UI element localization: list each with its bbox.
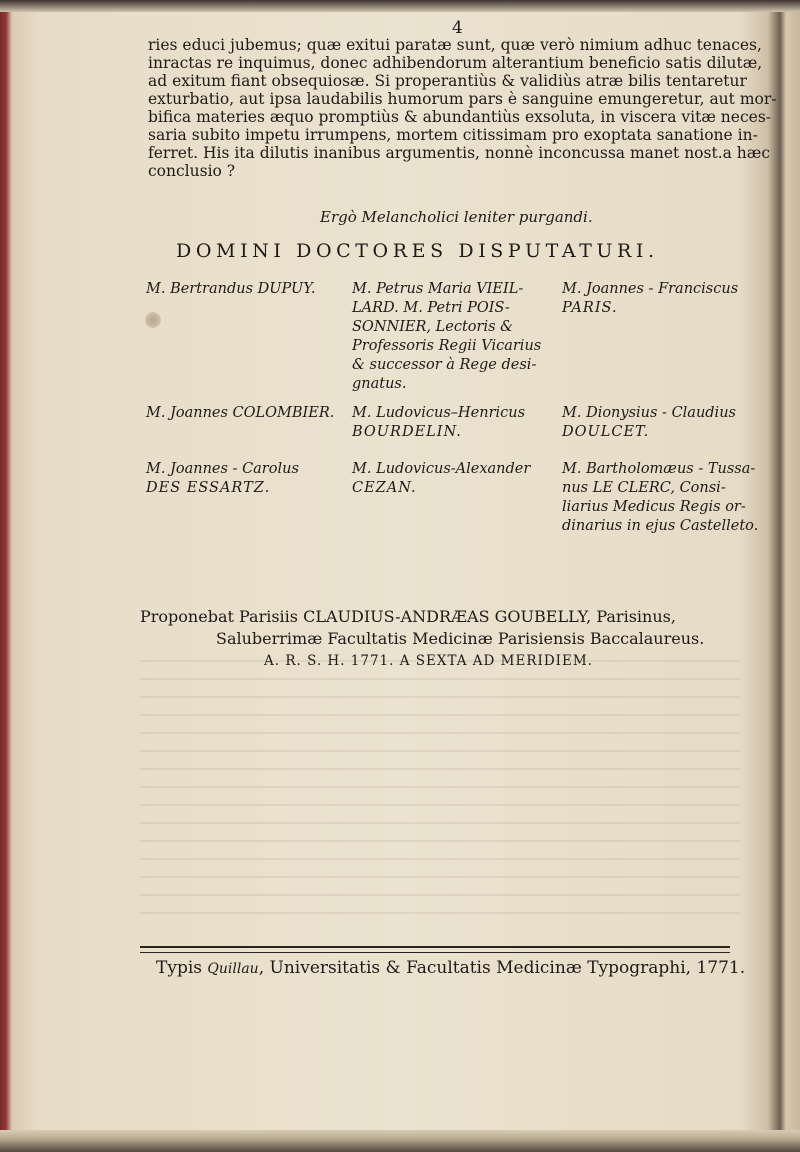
imprimatur-block <box>140 606 768 672</box>
body-line: inractas re inquimus, donec adhibendorum alterantium beneficio satis dilutæ, <box>148 54 763 72</box>
section-heading: DOMINI DOCTORES DISPUTATURI. <box>176 240 659 262</box>
conclusion: Ergò Melancholici leniter purgandi. <box>320 208 593 226</box>
doctor-line: CEZAN. <box>352 480 417 496</box>
doctor-entry <box>352 404 552 460</box>
doctor-line: BOURDELIN. <box>352 424 462 440</box>
body-line: ries educi jubemus; quæ exitui paratæ sunt, quæ verò nimium adhuc tenaces, <box>148 36 762 54</box>
doctor-line: LARD. M. Petri POIS- <box>352 300 510 316</box>
footer-rule <box>140 946 730 948</box>
doctor-line: M. Bartholomæus - Tussa- <box>562 461 756 477</box>
doctor-entry <box>352 460 552 498</box>
doctor-line: nus LE CLERC, Consi- <box>562 480 726 496</box>
doctor-entry <box>146 404 346 460</box>
doctor-line: M. Joannes - Carolus <box>146 461 299 477</box>
doctor-entry <box>562 404 768 460</box>
doctor-line: M. Joannes COLOMBIER. <box>146 405 335 421</box>
doctor-entry <box>146 460 346 498</box>
doctor-line: dinarius in ejus Castelleto. <box>562 518 759 534</box>
doctor-line: M. Dionysius - Claudius <box>562 405 736 421</box>
body-line: conclusio ? <box>148 162 236 180</box>
imprimatur-line-3: A. R. S. H. 1771. A SEXTA AD MERIDIEM. <box>264 653 593 669</box>
doctor-line: liarius Medicus Regis or- <box>562 499 746 515</box>
doctor-line: M. Ludovicus-Alexander <box>352 461 531 477</box>
body-line: saria subito impetu irrumpens, mortem citissimam pro exoptata sanatione in- <box>148 126 758 144</box>
footer-prefix: Typis <box>156 958 202 978</box>
page-bottom-edge <box>0 1130 800 1152</box>
doctors-column-1 <box>146 280 346 498</box>
doctor-line: & successor à Rege desi- <box>352 357 537 373</box>
doctor-line: M. Petrus Maria VIEIL- <box>352 281 524 297</box>
body-line: bifica materies æquo promptiùs & abundantiùs exsoluta, in viscera vitæ neces- <box>148 108 772 126</box>
doctor-line: gnatus. <box>352 376 407 392</box>
printer-footer <box>156 958 745 978</box>
doctors-column-2 <box>352 280 552 498</box>
doctor-line: M. Ludovicus–Henricus <box>352 405 526 421</box>
doctor-entry <box>562 460 768 536</box>
show-through-text <box>140 650 740 930</box>
imprimatur-line-1: Proponebat Parisiis CLAUDIUS-ANDRÆAS GOUBELLY, Parisinus, <box>140 607 676 626</box>
page-top-edge <box>0 0 800 12</box>
footer-printer: Quillau <box>207 961 259 977</box>
page-number: 4 <box>452 18 463 38</box>
doctor-line: DOULCET. <box>562 424 650 440</box>
doctor-entry <box>562 280 768 404</box>
doctors-column-3 <box>562 280 768 536</box>
doctor-line: Professoris Regii Vicarius <box>352 338 542 354</box>
body-line: ferret. His ita dilutis inanibus argumentis, nonnè inconcussa manet nost.a hæc <box>148 144 771 162</box>
doctor-line: M. Joannes - Franciscus <box>562 281 739 297</box>
imprimatur-line-2: Saluberrimæ Facultatis Medicinæ Parisiensis Baccalaureus. <box>216 629 705 648</box>
doctor-entry <box>352 280 552 404</box>
doctor-line: M. Bertrandus DUPUY. <box>146 281 316 297</box>
body-paragraph <box>148 36 777 180</box>
footer-rule-thin <box>140 952 730 953</box>
doctor-line: SONNIER, Lectoris & <box>352 319 514 335</box>
footer-rest: , Universitatis & Facultatis Medicinæ Typographi, 1771. <box>258 958 746 978</box>
doctor-entry <box>146 280 346 404</box>
doctor-line: PARIS. <box>562 300 618 316</box>
doctor-line: DES ESSARTZ. <box>146 480 271 496</box>
body-line: ad exitum fiant obsequiosæ. Si properantiùs & validiùs atræ bilis tentaretur <box>148 72 747 90</box>
body-line: exturbatio, aut ipsa laudabilis humorum pars è sanguine emungeretur, aut mor- <box>148 90 777 108</box>
